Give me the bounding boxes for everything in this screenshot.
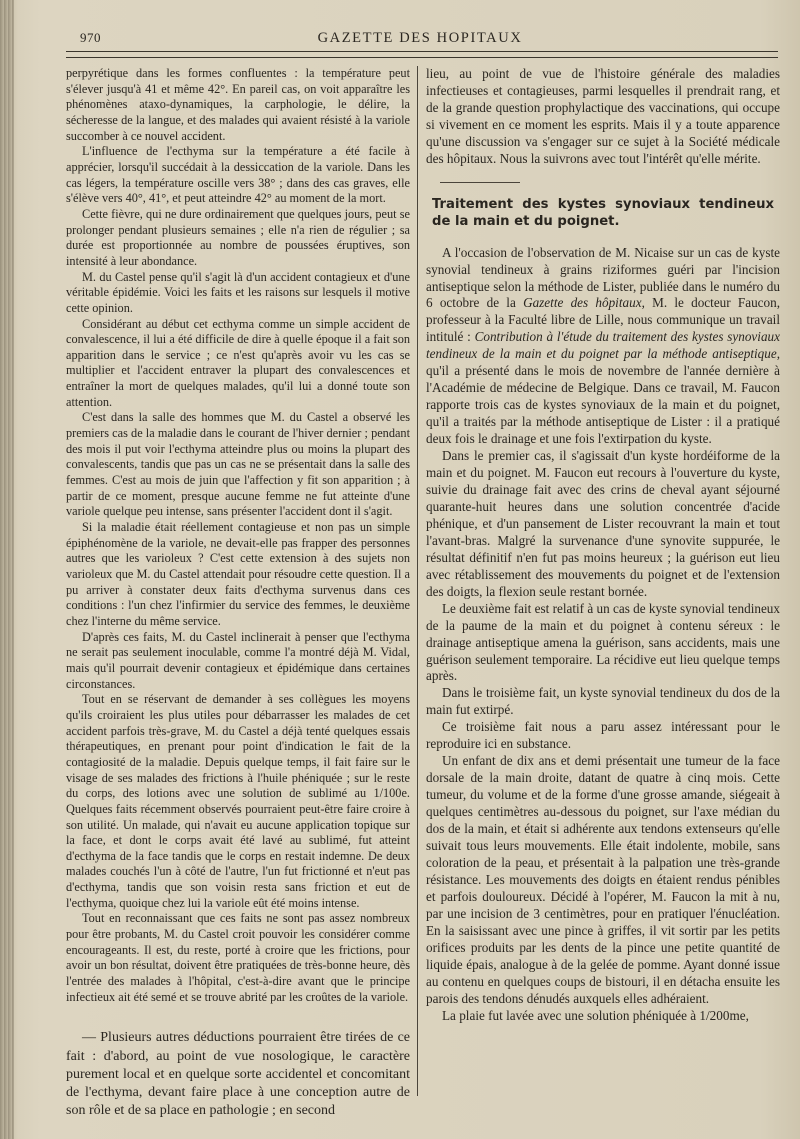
paragraph: lieu, au point de vue de l'histoire générale des maladies infectieuses et contagieuses, parmi lesquelles il prendrait rang, et de la grande question prophylactique des vaccinations, qui occupe si vivement en ce moment les esprits. Mais il y a toute apparence qu'une discussion va s'engager sur ce sujet à la Société médicale des hôpitaux. Nous la suivrons avec tout l'intérêt qu'elle mérite. — [426, 66, 780, 166]
work-title: Contribution à l'étude du traitement des kystes synoviaux tendineux de la main et du poignet par la méthode antiseptique — [426, 329, 780, 362]
header-rule — [66, 51, 778, 52]
paragraph: Ce troisième fait nous a paru assez intéressant pour le reproduire ici en substance. — [426, 719, 780, 752]
paragraph: Le deuxième fait est relatif à un cas de kyste synovial tendineux de la paume de la main et du poignet à contenu séreux : le drainage antiseptique amena la guérison, sans accidents, mais une guérison seulement temporaire. La récidive eut lieu quelque temps après. — [426, 600, 780, 684]
paragraph: Tout en se réservant de demander à ses collègues les moyens qu'ils croiraient les plus utiles pour débarrasser les malades de cet accident parfois très-grave, M. du Castel a déjà tenté quelques essais thérapeutiques, en prenant pour point d'indication le fait de la contagiosité de la maladie. Depuis quelque temps, il fait faire sur le visage de ses malades des frictions à l'huile phéniquée ; sur le reste du corps, des lotions avec une solution de sublimé au 1/100e. Quelques faits récemment observés pourraient peut-être faire croire à son utilité. Un malade, qui n'avait eu aucune application topique sur la face, et dont le corps avait été lavé au sublimé, fut atteint d'ecthyma de la face tandis que le corps en restait indemne. De deux malades couchés l'un à côté de l'autre, l'un fut frictionné et n'eut pas d'ecthyma, tandis que son voisin resta sans friction et eut de l'ecthyma, quoique chez lui la variole eût été moins intense. — [66, 692, 410, 910]
paragraph: Un enfant de dix ans et demi présentait une tumeur de la face dorsale de la main droite, datant de quatre à cinq mois. Cette tumeur, du volume et de la forme d'une grosse amande, siégeait à quelques centimètres au-dessous du poignet, sur l'axe médian du dos de la main, et était si adhérente aux tendons extenseurs qu'elle suivait tous leurs mouvements. Elle était indolente, mobile, sans coloration de la peau, et présentait à la palpation une très-grande résistance. Les mouvements des doigts en étaient rendus pénibles et parfois douloureux. Décidé à l'opérer, M. Faucon la mit à nu, par une incision de 3 centimètres, pour en pratiquer l'énucléation. En la saisissant avec une pince à griffes, il vit sortir par les petits orifices produits par les dents de la pince une petite quantité de liquide épais, analogue à de la gelée de pomme. Ayant donné issue au contenu en quelques coups de bistouri, il en détacha ensuite les parois des tendons dénudés auxquels elles adhéraient. — [426, 753, 780, 1006]
column-divider — [417, 66, 418, 1096]
text-run: , qu'il a présenté dans le mois de novembre de l'année dernière à l'Académie de médecine de Belgique. Dans ce travail, M. Faucon rapporte trois cas de kystes synoviaux de la main et du poignet, qu'il a traités par la méthode antiseptique de Lister : il a pratiqué deux fois le drainage et une fois l'extirpation du kyste. — [426, 346, 780, 447]
text-run: A l'occasion de l'observation de M. Nicaise sur un cas de kyste synovial tendineux à grains riziformes guéri par l'incision antiseptique selon la méthode de Lister, publiée dans le numéro du 6 octobre de la — [426, 244, 780, 311]
page-number: 970 — [80, 30, 101, 45]
paragraph: Cette fièvre, qui ne dure ordinairement que quelques jours, peut se prolonger pendant plusieurs semaines ; elle n'a rien de régulier ; sa durée est proportionnée au nombre de poussées éruptives, son intensité à leur abondance. — [66, 206, 410, 268]
journal-title: GAZETTE DES HOPITAUX — [317, 30, 523, 46]
paragraph: M. du Castel pense qu'il s'agit là d'un accident contagieux et d'une véritable épidémie. Voici les faits et les raisons sur lesquels il motive cette opinion. — [66, 269, 410, 315]
section-spacer — [66, 1005, 410, 1029]
paragraph: C'est dans la salle des hommes que M. du Castel a observé les premiers cas de la maladie dans le courant de l'hiver dernier ; pendant des mois il put voir l'ecthyma atteindre plus ou moins la plupart des convalescents, tandis que pas un cas ne se présentait dans la salle des femmes. C'est au mois de juin que l'affection y fit son apparition ; à partir de ce moment, presque aucune femme ne fut atteinte d'une variole quelque peu intense, sans présenter l'accident dont il s'agit. — [66, 410, 410, 519]
paragraph: perpyrétique dans les formes confluentes : la température peut s'élever jusqu'à 41 et même 42°. En pareil cas, on voit apparaître les phénomènes ataxo-dynamiques, la carphologie, le délire, la sécheresse de la langue, et des malades qui avaient résisté à la variole succomber à ce nouvel accident. — [66, 66, 410, 143]
paragraph: Dans le troisième fait, un kyste synovial tendineux du dos de la main fut extirpé. — [426, 685, 780, 718]
header-rule-secondary — [66, 57, 778, 58]
text-run: , M. le docteur Faucon, professeur à la Faculté libre de Lille, nous communique un travail intitulé : — [426, 295, 781, 345]
section-title: Traitement des kystes synoviaux tendineux de la main et du poignet. — [432, 196, 774, 229]
section-separator — [440, 182, 520, 183]
paragraph: Considérant au début cet ecthyma comme un simple accident de convalescence, il lui a été difficile de dire à quelle époque il a fait son apparition dans le service ; ce n'est qu'après avoir vu les cas se multiplier et l'accident entraver la plupart des convalescences et entraîner la mort de quelques malades, qu'il lui a donné toute son attention. — [66, 316, 410, 409]
paragraph: D'après ces faits, M. du Castel inclinerait à penser que l'ecthyma ne serait pas seulement inoculable, comme l'a montré déjà M. Vidal, mais qu'il pourrait devenir contagieux et épidémique dans certaines circonstances. — [66, 629, 410, 691]
journal-reference: Gazette des hôpitaux — [523, 295, 642, 311]
paragraph: La plaie fut lavée avec une solution phéniquée à 1/200me, — [442, 1007, 749, 1023]
paragraph: Si la maladie était réellement contagieuse et non pas un simple épiphénomène de la variole, ne devait-elle pas frapper des personnes autres que les varioleux ? C'est cette extension à des sujets non varioleux que M. du Castel attendait pour résoudre cette question. Il a pu arriver à constater deux faits d'ecthyma survenus dans ces conditions : l'un chez l'infirmier du service des femmes, le deuxième chez l'interne du même service. — [66, 520, 410, 628]
binding-edge — [0, 0, 14, 1139]
paragraph — [426, 245, 780, 448]
paragraph: L'influence de l'ecthyma sur la température a été facile à apprécier, lorsqu'il succédait à la dessiccation de la variole. Dans les cas légers, la température oscille vers 38° ; dans des cas graves, elle s'élève vers 40°, 41°, et peut atteindre 42° au moment de la mort. — [66, 144, 410, 206]
paragraph: — Plusieurs autres déductions pourraient être tirées de ce fait : d'abord, au point de vue nosologique, le caractère purement local et en quelque sorte accidentel et concomitant de l'ecthyma, devant faire place à une conception autre de son rôle et de sa place en pathologie ; en second — [66, 1030, 410, 1119]
paragraph: Tout en reconnaissant que ces faits ne sont pas assez nombreux pour être probants, M. du Castel croit pouvoir les considérer comme encourageants. Il est, du reste, porté à croire que les frictions, pour avoir un bon résultat, doivent être pratiquées de très-bonne heure, dès l'entrée des malades à l'hôpital, c'est-à-dire avant que le principe infectieux ait été semé et se trouve abrité par les croûtes de la variole. — [66, 911, 410, 1004]
left-column — [66, 66, 410, 1120]
paragraph: Dans le premier cas, il s'agissait d'un kyste hordéiforme de la main et du poignet. M. Faucon eut recours à l'ouverture du kyste, suivie du drainage fait avec des crins de cheval ayant séjourné quarante-huit heures dans une solution concentrée d'acide phénique, et d'un pansement de Lister recouvrant la main et tout l'avant-bras. Malgré la survenance d'une synovite suppurée, le résultat définitif n'en fut pas moins heureux ; la guérison eut lieu avec rétablissement des mouvements du poignet et de l'extension des doigts, la flexion seule restant bornée. — [426, 448, 780, 599]
page-header — [60, 26, 780, 50]
right-column — [426, 66, 780, 1024]
